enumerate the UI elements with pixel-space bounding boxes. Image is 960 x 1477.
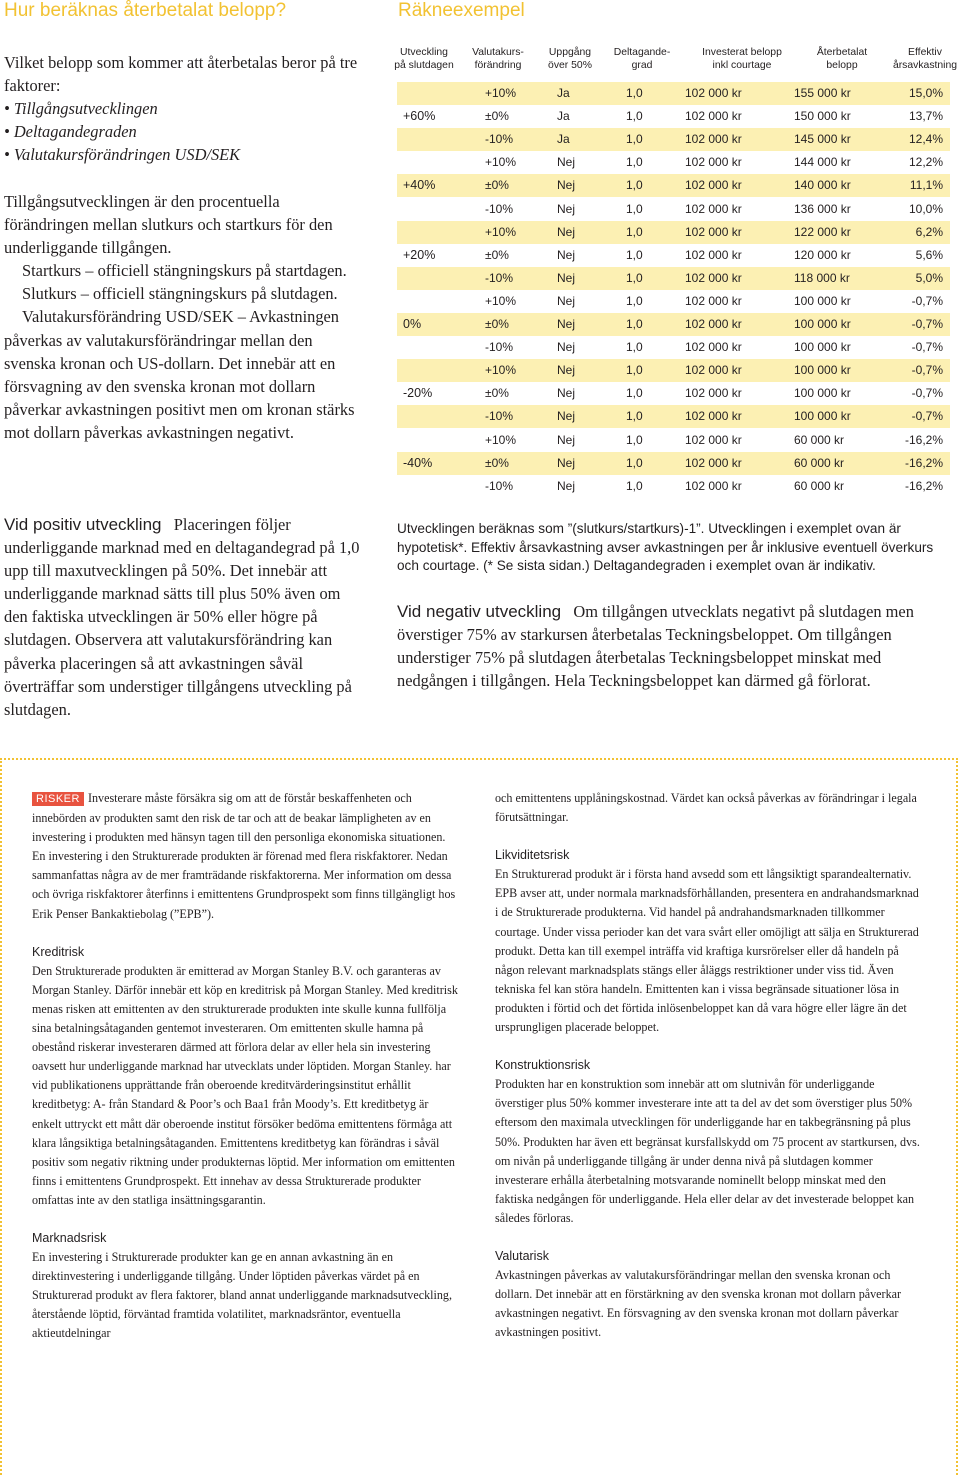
table-cell-inv: 102 000 kr xyxy=(685,317,742,331)
table-cell-ret: 150 000 kr xyxy=(794,109,851,124)
table-cell-inv: 102 000 kr xyxy=(685,109,742,124)
table-cell-inv: 102 000 kr xyxy=(685,270,742,285)
table-cell-up: Ja xyxy=(557,132,570,147)
factor-item: • Deltagandegraden xyxy=(4,122,137,142)
table-cell-eff: 12,2% xyxy=(908,155,943,170)
table-cell-eff: 15,0% xyxy=(908,86,943,100)
table-cell-dg: 1,0 xyxy=(626,386,643,401)
table-cell-fx: ±0% xyxy=(485,386,509,401)
table-cell-ret: 140 000 kr xyxy=(794,178,851,193)
table-group-label: +20% xyxy=(403,247,436,262)
table-cell-up: Nej xyxy=(557,455,576,470)
table-cell-dg: 1,0 xyxy=(626,455,643,470)
table-cell-dg: 1,0 xyxy=(626,86,643,100)
table-cell-up: Nej xyxy=(557,317,576,331)
table-cell-up: Nej xyxy=(557,224,576,239)
table-row xyxy=(397,475,950,498)
table-cell-fx: +10% xyxy=(485,86,517,100)
definition-development: Tillgångsutvecklingen är den procentuella förändringen mellan slutkurs och startkurs för den underliggande tillgången. xyxy=(4,192,333,258)
table-cell-inv: 102 000 kr xyxy=(685,293,742,308)
definitions-block xyxy=(4,190,361,444)
table-cell-fx: -10% xyxy=(485,478,514,493)
risk-left-column xyxy=(32,789,460,1344)
table-cell-fx: ±0% xyxy=(485,109,509,124)
factor-item: • Tillgångsutvecklingen xyxy=(4,99,158,119)
market-risk-heading: Marknadsrisk xyxy=(32,1230,107,1245)
table-cell-fx: +10% xyxy=(485,293,517,308)
table-cell-up: Nej xyxy=(557,247,576,262)
table-cell-fx: -10% xyxy=(485,201,514,216)
table-cell-eff: -16,2% xyxy=(904,432,943,447)
table-cell-up: Nej xyxy=(557,201,576,216)
definition-startkurs: Startkurs – officiell stängningskurs på startdagen. xyxy=(22,261,347,281)
table-cell-eff: -0,7% xyxy=(911,363,943,378)
table-cell-dg: 1,0 xyxy=(626,340,643,355)
table-cell-up: Ja xyxy=(557,109,570,124)
table-cell-up: Nej xyxy=(557,155,576,170)
table-row xyxy=(397,452,950,475)
table-cell-fx: +10% xyxy=(485,155,517,170)
table-cell-eff: 11,1% xyxy=(909,178,943,193)
table-cell-dg: 1,0 xyxy=(626,178,643,193)
table-cell-ret: 122 000 kr xyxy=(794,224,851,239)
market-risk-text: En investering i Strukturerade produkter kan ge en annan avkastning än en direktinvestering i underliggande tillgång. Under löptiden påverkas värdet på en Strukturerad produkt av flera faktorer, bland annat underliggande marknadsutveckling, återstående löptid, förväntad framtida volatilitet, marknadsräntor, eventuella aktieutdelningar xyxy=(32,1250,452,1341)
table-cell-dg: 1,0 xyxy=(626,363,643,378)
factor-item: • Valutakursförändringen USD/SEK xyxy=(4,145,241,165)
table-cell-eff: -0,7% xyxy=(911,386,943,401)
table-cell-inv: 102 000 kr xyxy=(685,178,742,193)
table-row xyxy=(397,290,950,313)
table-cell-inv: 102 000 kr xyxy=(685,155,742,170)
table-cell-up: Nej xyxy=(557,409,576,424)
table-cell-up: Ja xyxy=(557,86,570,100)
negative-development-block xyxy=(397,600,953,692)
table-cell-eff: 13,7% xyxy=(908,109,943,124)
table-cell-ret: 120 000 kr xyxy=(794,247,851,262)
table-cell-ret: 100 000 kr xyxy=(794,293,851,308)
table-row xyxy=(397,244,950,267)
table-cell-inv: 102 000 kr xyxy=(685,409,742,424)
table-cell-inv: 102 000 kr xyxy=(685,132,742,147)
table-cell-inv: 102 000 kr xyxy=(685,386,742,401)
liquidity-risk-text: En Strukturerad produkt är i första hand avsedd som ett långsiktigt sparandealternativ. EPB avser att, under normala marknadsförhållanden, presentera en andrahandsmarknad i de Strukturerade produkterna. Vid handel på andrahandsmarknaden tillkommer courtage. Under vissa perioder kan det vara svårt eller omöjligt att sälja en Strukturerad produkt. Detta kan till exempel inträffa vid kraftiga kursrörelser eller då handeln på någon relevant marknadsplats stängs eller åläggs restriktioner under viss tid. Även tekniska fel kan störa handeln. Emittenten kan i vissa begränsade situationer lösa in produkten i förtid och det förtida inlösenbeloppet kan då vara högre eller lägre än det ursprungligen placerade beloppet. xyxy=(495,867,919,1035)
table-cell-up: Nej xyxy=(557,478,576,493)
table-cell-up: Nej xyxy=(557,363,576,378)
table-cell-dg: 1,0 xyxy=(626,201,643,216)
table-cell-dg: 1,0 xyxy=(626,247,643,262)
risk-badge: RISKER xyxy=(32,792,84,806)
table-cell-inv: 102 000 kr xyxy=(685,201,742,216)
table-cell-ret: 100 000 kr xyxy=(794,317,851,331)
table-row xyxy=(397,128,950,151)
table-cell-dg: 1,0 xyxy=(626,132,643,147)
risk-right-column xyxy=(495,789,925,1342)
table-cell-ret: 100 000 kr xyxy=(794,363,851,378)
factor-list xyxy=(4,97,361,166)
table-cell-up: Nej xyxy=(557,178,576,193)
currency-risk-heading: Valutarisk xyxy=(495,1248,549,1263)
table-cell-fx: -10% xyxy=(485,340,514,355)
table-cell-eff: 5,0% xyxy=(915,270,943,285)
table-cell-inv: 102 000 kr xyxy=(685,224,742,239)
table-row xyxy=(397,336,950,359)
table-cell-fx: -10% xyxy=(485,132,514,147)
table-row xyxy=(397,221,950,244)
table-cell-eff: -16,2% xyxy=(904,478,943,493)
table-cell-inv: 102 000 kr xyxy=(685,247,742,262)
table-caption: Utvecklingen beräknas som ”(slutkurs/startkurs)-1”. Utvecklingen i exemplet ovan är hypotetisk*. Effektiv årsavkastning avser avkastningen per år inklusive eventuell överkurs och courtage. (* Se sista sidan.) Deltagandegraden i exemplet ovan är indikativ. xyxy=(397,521,934,573)
table-cell-dg: 1,0 xyxy=(626,432,643,447)
table-cell-eff: 10,0% xyxy=(908,201,943,216)
table-cell-ret: 100 000 kr xyxy=(794,409,851,424)
header-participation: Deltagande- grad xyxy=(613,47,671,71)
liquidity-risk-heading: Likviditetsrisk xyxy=(495,848,570,863)
table-cell-up: Nej xyxy=(557,293,576,308)
table-cell-fx: +10% xyxy=(485,432,517,447)
left-section-title: Hur beräknas återbetalat belopp? xyxy=(4,0,287,21)
table-group-label: -20% xyxy=(403,386,433,401)
header-repaid: Återbetalat belopp xyxy=(816,47,868,71)
table-cell-dg: 1,0 xyxy=(626,478,643,493)
table-cell-eff: 5,6% xyxy=(915,247,943,262)
table-cell-ret: 100 000 kr xyxy=(794,386,851,401)
table-cell-ret: 118 000 kr xyxy=(794,270,850,285)
table-cell-up: Nej xyxy=(557,432,576,447)
table-cell-eff: -0,7% xyxy=(911,409,943,424)
table-cell-up: Nej xyxy=(557,270,576,285)
table-group-label: -40% xyxy=(403,455,433,470)
definition-currency: Valutakursförändring USD/SEK – Avkastningen påverkas av valutakursförändringar mellan den svenska kronan och US-dollarn. Det innebär att en försvagning av den svenska kronan mot dollarn påverkar avkastningen positivt men om kronan stärks mot dollarn påverkas avkastningen negativt. xyxy=(4,307,355,442)
left-intro-block xyxy=(4,51,361,166)
positive-text: Placeringen följer underliggande marknad med en deltagandegrad på 1,0 upp till maxutvecklingen på 50%. Det innebär att underliggande marknad sätts till plus 50% även om den faktiska utvecklingen är 50% eller högre på slutdagen. Observera att valutakursförändring kan påverka placeringen så att avkastningen såväl överträffar som understiger tillgångens utveckling på slutdagen. xyxy=(4,515,360,719)
table-cell-fx: ±0% xyxy=(485,247,509,262)
table-row xyxy=(397,105,950,128)
table-group-label: +40% xyxy=(403,178,436,193)
table-cell-ret: 60 000 kr xyxy=(794,455,845,470)
table-cell-ret: 60 000 kr xyxy=(794,432,845,447)
table-cell-dg: 1,0 xyxy=(626,409,643,424)
example-section-title: Räkneexempel xyxy=(398,0,525,21)
table-cell-dg: 1,0 xyxy=(626,270,643,285)
table-row xyxy=(397,82,950,105)
header-invested: Investerat belopp inkl courtage xyxy=(702,47,782,71)
negative-heading: Vid negativ utveckling xyxy=(397,602,562,621)
table-cell-fx: ±0% xyxy=(485,455,509,470)
table-cell-eff: 12,4% xyxy=(908,132,943,147)
credit-risk-heading: Kreditrisk xyxy=(32,944,85,959)
table-cell-dg: 1,0 xyxy=(626,155,643,170)
construction-risk-heading: Konstruktionsrisk xyxy=(495,1058,591,1073)
table-row xyxy=(397,267,950,290)
table-row xyxy=(397,313,950,336)
table-cell-eff: -16,2% xyxy=(904,455,943,470)
positive-development-block xyxy=(4,513,361,721)
table-cell-ret: 136 000 kr xyxy=(794,201,851,216)
table-cell-dg: 1,0 xyxy=(626,317,643,331)
intro-text: Vilket belopp som kommer att återbetalas beror på tre faktorer: xyxy=(4,53,358,96)
table-cell-inv: 102 000 kr xyxy=(685,478,742,493)
table-cell-inv: 102 000 kr xyxy=(685,432,742,447)
table-cell-up: Nej xyxy=(557,386,576,401)
header-annual-return: Effektiv årsavkastning xyxy=(892,47,958,71)
table-cell-fx: +10% xyxy=(485,363,517,378)
construction-risk-text: Produkten har en konstruktion som innebär att om slutnivån för underliggande överstiger plus 50% kommer investerare inte att ta del av det som överstiger plus 50% eftersom den maximala utvecklingen för underliggande har en takbegränsning på plus 50%. Produkten har även ett begränsat kursfallskydd om 75 procent av startkursen, dvs. om nivån på underliggande tillgång är under denna nivå på slutdagen kommer investerare erhålla återbetalning motsvarande nominellt belopp minskat med den faktiska nedgången för underliggande. Hela eller delar av det investerade beloppet kan således förloras. xyxy=(495,1077,920,1225)
table-row xyxy=(397,174,950,197)
table-cell-fx: +10% xyxy=(485,224,517,239)
table-cell-fx: -10% xyxy=(485,409,514,424)
table-row xyxy=(397,198,950,221)
definition-slutkurs: Slutkurs – officiell stängningskurs på slutdagen. xyxy=(22,284,338,304)
credit-risk-text: Den Strukturerade produkten är emitterad av Morgan Stanley B.V. och garanteras av Morgan Stanley. Därför innebär ett köp en kreditrisk på Morgan Stanley. Med kreditrisk menas risken att emittenten av den strukturerade produkten inte skulle kunna fullfölja sina betalningsåtaganden gentemot investeraren. Om emittenten skulle hamna på obestånd riskerar investeraren därmed att förlora delar av eller hela sin investering oavsett hur underliggande marknad har utvecklats under löptiden. Morgan Stanley. har vid publikationens upprättande från oberoende kreditvärderingsinstitut erhållit kreditbetyg: A- från Standard & Poor’s och Baa1 från Moody’s. Ett kreditbetyg är enkelt uttryckt ett mått där oberoende institut försöker bedöma emittentens förmåga att klara långsiktiga betalningsåtaganden. Emittentens kreditbetyg kan förändras i såväl positiv som negativ riktning under produkternas löptid. Mer information om emittenten finns i emittentens Grundprospekt. Ett innehav av dessa Strukturerade produkter omfattas inte av den statliga insättningsgarantin. xyxy=(32,963,458,1207)
table-cell-ret: 100 000 kr xyxy=(794,340,851,355)
table-row xyxy=(397,382,950,405)
table-cell-fx: ±0% xyxy=(485,317,509,331)
table-cell-ret: 155 000 kr xyxy=(794,86,851,100)
negative-text: Om tillgången utvecklats negativt på slutdagen men överstiger 75% av starkursen återbetalas Teckningsbeloppet. Om tillgången understiger 75% på slutdagen återbetalas Teckningsbeloppet minskat med nedgången i tillgången. Hela Teckningsbeloppet kan därmed gå förlorat. xyxy=(397,602,914,691)
positive-heading: Vid positiv utveckling xyxy=(4,515,162,534)
table-cell-eff: -0,7% xyxy=(911,340,943,355)
table-cell-dg: 1,0 xyxy=(626,109,643,124)
table-cell-dg: 1,0 xyxy=(626,293,643,308)
table-cell-eff: -0,7% xyxy=(911,317,943,331)
table-cell-eff: 6,2% xyxy=(915,224,943,239)
market-risk-text-cont: och emittentens upplåningskostnad. Värdet kan också påverkas av förändringar i legala förutsättningar. xyxy=(495,791,917,825)
table-row xyxy=(397,151,950,174)
header-currency-change: Valutakurs- förändring xyxy=(472,47,524,71)
table-row xyxy=(397,359,950,382)
table-cell-eff: -0,7% xyxy=(911,293,943,308)
risk-intro: RISKER Investerare måste försäkra sig om att de förstår beskaffenheten och innebörden av produkten samt den risk de tar och att de beakar lämpligheten av en investering i produkten med hänsyn tagen till den personliga ekonomiska situationen. En investering i den Strukturerade produkten är förenad med flera riskfaktorer. Nedan sammanfattas några av de mer framträdande riskfaktorerna. Mer information om dessa och övriga riskfaktorer återfinns i emittentens Grundprospekt som finns tillgängligt hos Erik Penser Bankaktiebolag (”EPB”). xyxy=(32,791,456,921)
table-cell-inv: 102 000 kr xyxy=(685,340,742,355)
table-cell-inv: 102 000 kr xyxy=(685,455,742,470)
currency-risk-text: Avkastningen påverkas av valutakursförändringar mellan den svenska kronan och dollarn. Det innebär att en förstärkning av den svenska kronan mot dollarn påverkar avkastningen negativt. En försvagning av den svenska kronan mot dollarn påverkar avkastningen positivt. xyxy=(495,1268,902,1340)
table-cell-ret: 145 000 kr xyxy=(794,132,851,147)
table-row xyxy=(397,429,950,452)
table-cell-inv: 102 000 kr xyxy=(685,86,742,100)
table-cell-dg: 1,0 xyxy=(626,224,643,239)
table-cell-fx: ±0% xyxy=(485,178,509,193)
table-group-label: 0% xyxy=(403,317,422,331)
table-cell-ret: 144 000 kr xyxy=(794,155,851,170)
header-development: Utveckling på slutdagen xyxy=(394,47,454,71)
table-cell-inv: 102 000 kr xyxy=(685,363,742,378)
table-group-label: +60% xyxy=(403,109,436,124)
table-cell-up: Nej xyxy=(557,340,576,355)
table-cell-ret: 60 000 kr xyxy=(794,478,845,493)
table-row xyxy=(397,405,950,428)
header-rise-over-50: Uppgång över 50% xyxy=(548,47,592,71)
table-cell-fx: -10% xyxy=(485,270,514,285)
